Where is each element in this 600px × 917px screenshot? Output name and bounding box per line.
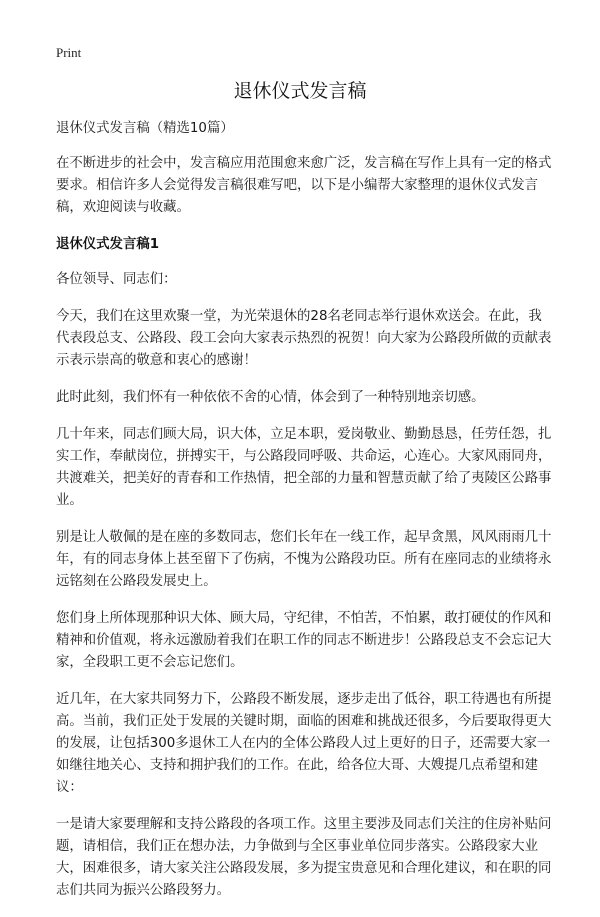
article-subtitle: 退休仪式发言稿（精选10篇） [56, 121, 234, 136]
body-paragraph: 几十年来，同志们顾大局，识大体，立足本职，爱岗敬业、勤勤恳恳，任劳任怨，扎实工作，奉献岗位，拼搏实干，与公路段同呼吸、共命运，心连心。大家风雨同舟，共渡难关，把美好的青春和工作热情，把全部的力量和智慧贡献了给了夷陵区公路事业。 [56, 427, 552, 508]
body-paragraph: 别是让人敬佩的是在座的多数同志，您们长年在一线工作，起早贪黑，风风雨雨几十年，有的同志身体上甚至留下了伤病，不愧为公路段功臣。所有在座同志的业绩将永远铭刻在公路段发展史上。 [56, 530, 552, 589]
page-title: 退休仪式发言稿 [233, 80, 367, 102]
salutation: 各位领导、同志们： [56, 272, 177, 287]
body-paragraph: 今天，我们在这里欢聚一堂，为光荣退休的28名老同志举行退休欢送会。在此，我代表段总支、公路段、段工会向大家表示热烈的祝贺！向大家为公路段所做的贡献表示表示崇高的敬意和衷心的感谢！ [56, 309, 552, 368]
print-link[interactable]: Print [56, 45, 82, 60]
body-paragraph: 您们身上所体现那种识大体、顾大局，守纪律，不怕苦，不怕累，敢打硬仗的作风和精神和价值观，将永远激励着我们在职工作的同志不断进步！公路段总支不会忘记大家，全段职工更不会忘记您们。 [56, 611, 552, 670]
body-paragraph: 此时此刻，我们怀有一种依依不舍的心情，体会到了一种特别地亲切感。 [56, 390, 485, 405]
section-heading: 退休仪式发言稿1 [56, 237, 160, 252]
body-paragraph: 近几年，在大家共同努力下，公路段不断发展，逐步走出了低谷，职工待遇也有所提高。当前，我们正处于发展的关键时期，面临的困难和挑战还很多，今后要取得更大的发展，让包括300多退休工人在内的全体公路段人过上更好的日子，还需要大家一如继往地关心、支持和拥护我们的工作。在此，给各位大哥、大嫂提几点希望和建议： [56, 692, 552, 795]
article-body [56, 118, 554, 917]
intro-paragraph: 在不断进步的社会中，发言稿应用范围愈来愈广泛，发言稿在写作上具有一定的格式要求。相信许多人会觉得发言稿很难写吧，以下是小编帮大家整理的退休仪式发言稿，欢迎阅读与收藏。 [56, 156, 552, 215]
body-paragraph: 一是请大家要理解和支持公路段的各项工作。这里主要涉及同志们关注的住房补贴问题，请相信，我们正在想办法，力争做到与全区事业单位同步落实。公路段家大业大，困难很多，请大家关注公路段发展，多为提宝贵意见和合理化建议，和在职的同志们共同为振兴公路段努力。 [56, 817, 552, 898]
